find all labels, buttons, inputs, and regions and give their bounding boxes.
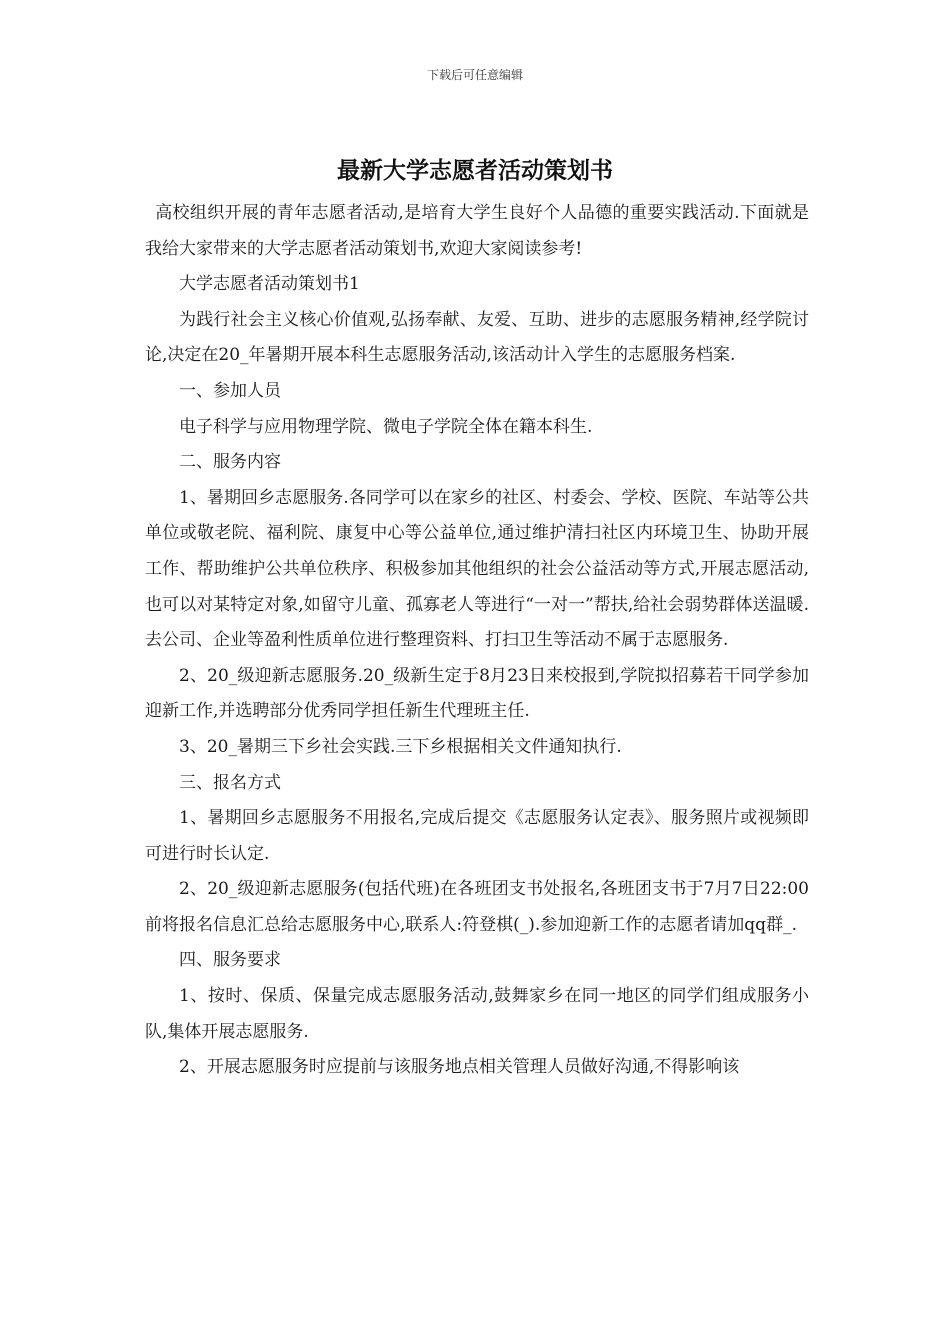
section-heading: 一、参加人员 [179, 380, 281, 401]
header-note: 下载后可任意编辑 [426, 68, 523, 82]
document-body [145, 196, 809, 1086]
paragraph: 1、按时、保质、保量完成志愿服务活动,鼓舞家乡在同一地区的同学们组成服务小队,集体开展志愿服务. [145, 986, 809, 1042]
paragraph: 3、20_暑期三下乡社会实践.三下乡根据相关文件通知执行. [179, 736, 622, 757]
section-heading: 三、报名方式 [179, 772, 281, 793]
paragraph: 为践行社会主义核心价值观,弘扬奉献、友爱、互助、进步的志愿服务精神,经学院讨论,决定在20_年暑期开展本科生志愿服务活动,该活动计入学生的志愿服务档案. [145, 309, 809, 366]
paragraph: 2、20_级迎新志愿服务(包括代班)在各班团支书处报名,各班团支书于7月7日22:00前将报名信息汇总给志愿服务中心,联系人:符登棋(_).参加迎新工作的志愿者请加qq群_. [145, 879, 809, 935]
paragraph: 电子科学与应用物理学院、微电子学院全体在籍本科生. [179, 416, 593, 437]
section-heading: 四、服务要求 [179, 950, 281, 971]
paragraph: 2、开展志愿服务时应提前与该服务地点相关管理人员做好沟通,不得影响该 [179, 1057, 740, 1078]
paragraph: 1、暑期回乡志愿服务不用报名,完成后提交《志愿服务认定表》、服务照片或视频即可进行时长认定. [145, 808, 809, 864]
section-heading: 二、服务内容 [179, 452, 281, 473]
document-title: 最新大学志愿者活动策划书 [337, 157, 613, 184]
paragraph: 1、暑期回乡志愿服务.各同学可以在家乡的社区、村委会、学校、医院、车站等公共单位或敬老院、福利院、康复中心等公益单位,通过维护清扫社区内环境卫生、协助开展工作、帮助维护公共单位秩序、积极参加其他组织的社会公益活动等方式,开展志愿活动,也可以对某特定对象,如留守儿童、孤寡老人等进行“一对一”帮扶,给社会弱势群体送温暖.去公司、企业等盈利性质单位进行整理资料、打扫卫生等活动不属于志愿服务. [145, 487, 809, 651]
paragraph-intro: 高校组织开展的青年志愿者活动,是培育大学生良好个人品德的重要实践活动.下面就是我给大家带来的大学志愿者活动策划书,欢迎大家阅读参考! [145, 203, 809, 259]
paragraph-subtitle: 大学志愿者活动策划书1 [179, 274, 360, 295]
paragraph: 2、20_级迎新志愿服务.20_级新生定于8月23日来校报到,学院拟招募若干同学参加迎新工作,并选聘部分优秀同学担任新生代理班主任. [145, 665, 809, 722]
